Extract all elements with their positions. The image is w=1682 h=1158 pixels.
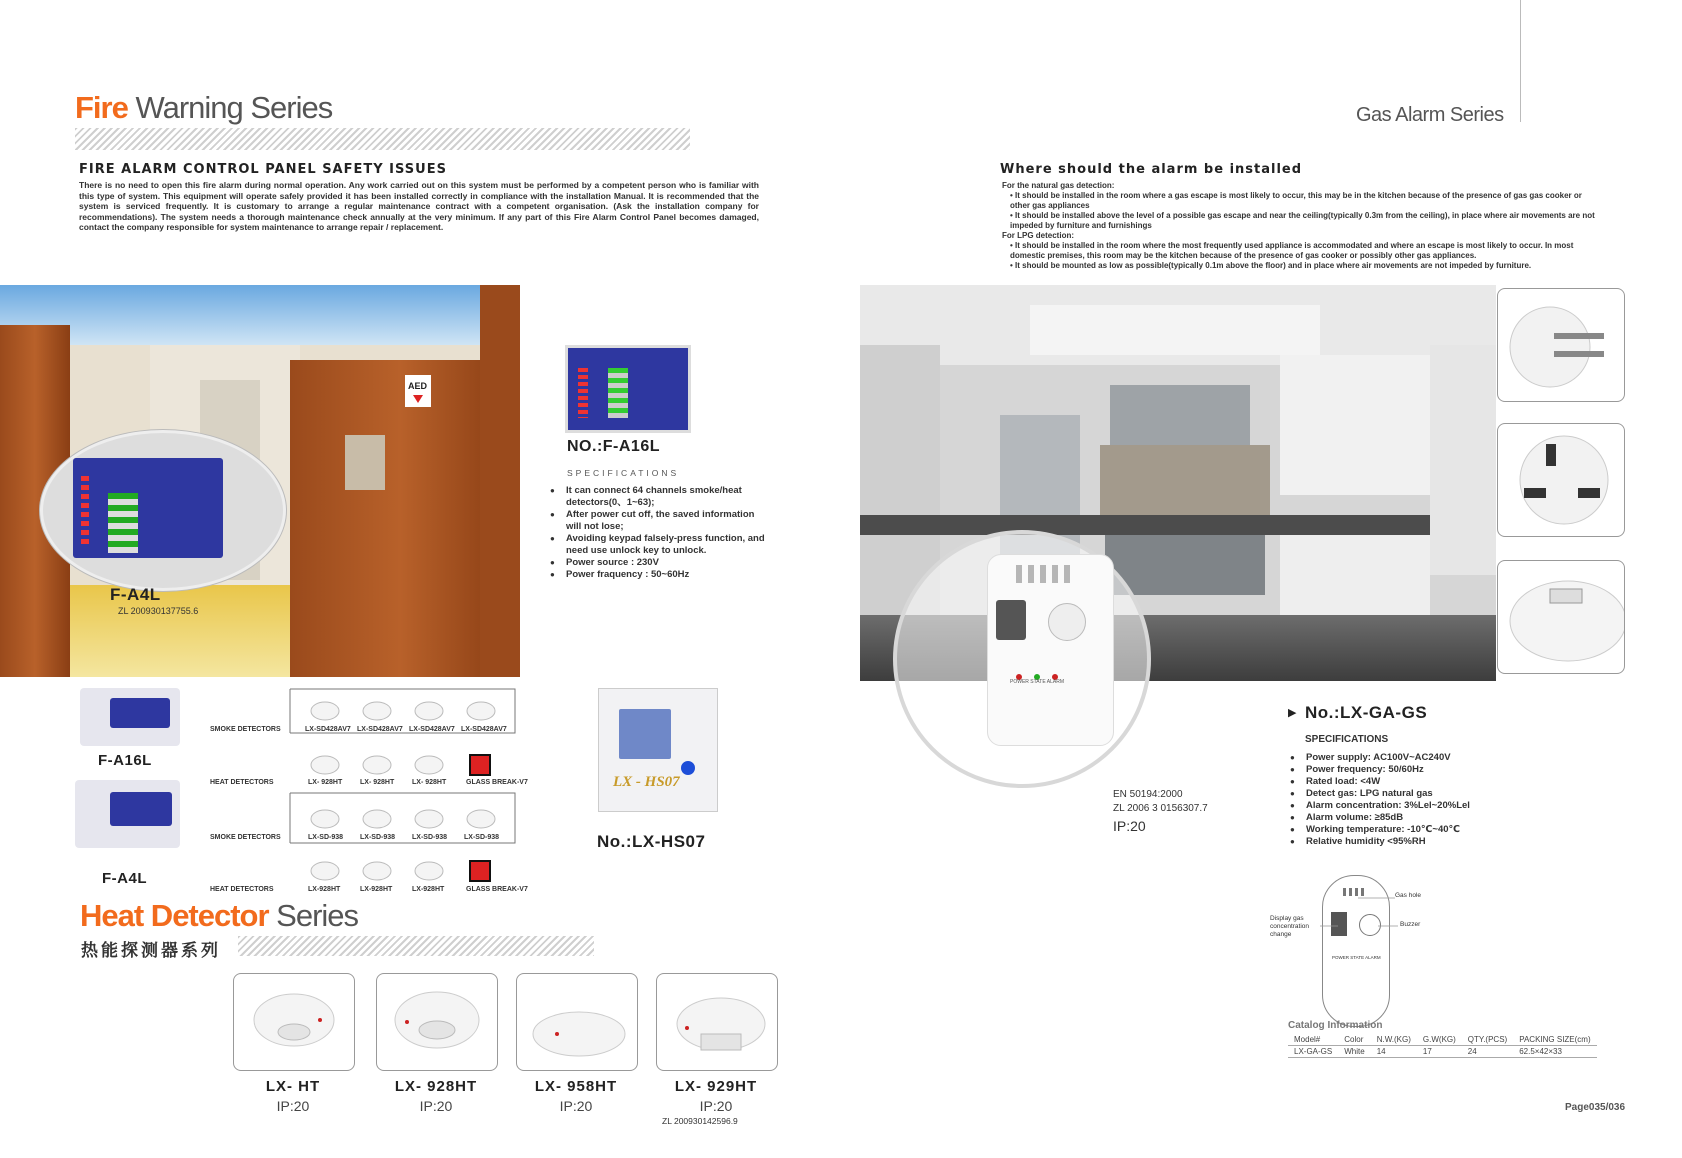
catalog-header-row xyxy=(1288,1034,1597,1046)
diagram-leader-lines xyxy=(1300,890,1410,940)
spec-item: ● After power cut off, the saved information will not lose; xyxy=(550,509,770,533)
panel-buttons xyxy=(608,368,628,418)
alarm-top-icon xyxy=(1498,561,1624,673)
catalog-cell: 62.5×42×33 xyxy=(1513,1046,1596,1058)
gas-spec-item: ● Alarm concentration: 3%Lel~20%Lel xyxy=(1290,800,1540,812)
panel-buttons xyxy=(108,493,138,553)
title-gray-part: Warning Series xyxy=(127,90,333,125)
title-orange-part: Fire xyxy=(75,90,128,125)
detector-card xyxy=(516,973,638,1071)
detector-model: LX- 958HT xyxy=(534,1078,618,1095)
catalog-header: QTY.(PCS) xyxy=(1462,1034,1513,1046)
display-window xyxy=(996,600,1026,640)
gas-spec-item: ● Power supply: AC100V~AC240V xyxy=(1290,752,1540,764)
label-display: Display gas concentration change xyxy=(1270,915,1310,938)
row-label-heat-2: HEAT DETECTORS xyxy=(210,886,274,893)
row-label-heat-1: HEAT DETECTORS xyxy=(210,779,274,786)
uk-plug-icon xyxy=(1498,424,1624,536)
heat-title-stripe xyxy=(238,936,594,956)
catalog-table xyxy=(1288,1034,1597,1058)
row3-label: LX-SD-938 xyxy=(464,834,500,841)
triangle-icon: ▶ xyxy=(1288,707,1297,719)
magnifier-bubble xyxy=(40,430,286,591)
spec-item: ● Avoiding keypad falsely-press function, and need use unlock key to unlock. xyxy=(550,533,770,557)
row2-label: LX- 928HT xyxy=(308,779,343,786)
catalog-cell: 14 xyxy=(1371,1046,1417,1058)
diagram-panel1-label: F-A16L xyxy=(98,752,152,769)
keypad xyxy=(619,709,671,759)
f-a16l-panel-image xyxy=(565,345,691,433)
heat-title-orange: Heat Detector xyxy=(80,898,269,933)
natural-gas-text: It should be installed above the level of a possible gas escape and near the ceiling(typically 0.3m from the ceiling), in place where air movements are not impeded by furniture and furnishings xyxy=(1010,211,1595,230)
catalog-cell: 17 xyxy=(1417,1046,1462,1058)
row2-label: GLASS BREAK-V7 xyxy=(466,779,528,786)
heat-chinese-title: 热能探测器系列 xyxy=(81,941,221,961)
row3-label: LX-SD-938 xyxy=(412,834,448,841)
wiring-lines xyxy=(285,683,525,893)
standard-zl: ZL 2006 3 0156307.7 xyxy=(1113,803,1208,814)
gas-ip: IP:20 xyxy=(1113,818,1146,834)
catalog-header: Color xyxy=(1338,1034,1370,1046)
detector-patent: ZL 200930142596.9 xyxy=(662,1116,738,1126)
heat-detector-icon xyxy=(234,974,354,1070)
install-instructions xyxy=(1002,181,1602,271)
catalog-cell: 24 xyxy=(1462,1046,1513,1058)
gas-spec-item: ● Detect gas: LPG natural gas xyxy=(1290,788,1540,800)
catalog-header: G.W(KG) xyxy=(1417,1034,1462,1046)
detector-ip: IP:20 xyxy=(559,1098,593,1114)
detector-ip: IP:20 xyxy=(276,1098,310,1114)
panel-face xyxy=(110,792,172,826)
plug-thumb xyxy=(1497,560,1625,674)
catalog-cell: White xyxy=(1338,1046,1370,1058)
gas-spec-item: ● Power frequency: 50/60Hz xyxy=(1290,764,1540,776)
detector-ip: IP:20 xyxy=(419,1098,453,1114)
catalog-header: PACKING SIZE(cm) xyxy=(1513,1034,1596,1046)
lpg-item: • It should be installed in the room where the most frequently used appliance is accommodated and where an escape is most likely to occur. In most domestic premises, this room may be the kitchen because of the presence of gas cooker or possibly other gas appliances. xyxy=(1010,241,1574,260)
row4-label: LX-928HT xyxy=(360,886,393,893)
euro-plug-icon xyxy=(1498,289,1624,401)
lpg-text: It should be installed in the room where the most frequently used appliance is accommodated and where an escape is most likely to occur. In most domestic premises, this room may be the kitchen because of the presence of gas cooker or possibly other gas appliances. xyxy=(1010,241,1574,260)
gas-spec-item: ● Alarm volume: ≥85dB xyxy=(1290,812,1540,824)
gas-model: No.:LX-GA-GS xyxy=(1305,703,1428,722)
detector-model: LX- HT xyxy=(265,1078,321,1095)
row3-label: LX-SD-938 xyxy=(308,834,344,841)
safety-heading: FIRE ALARM CONTROL PANEL SAFETY ISSUES xyxy=(79,162,447,177)
gas-alarm-bubble xyxy=(893,530,1151,788)
panel-face xyxy=(110,698,170,728)
photo-model-label: F-A4L xyxy=(110,585,161,604)
natural-gas-title: For the natural gas detection: xyxy=(1002,181,1115,190)
lx-hs07-image xyxy=(598,688,718,812)
diagram-f-a16l-image xyxy=(80,688,180,746)
panel-led-column xyxy=(578,368,588,418)
natural-gas-text: It should be installed in the room where a gas escape is most likely to occur, this may be in the kitchen because of the presence of gas gas cooker or other gas appliances xyxy=(1010,191,1582,210)
gas-spec-item: ● Rated load: <4W xyxy=(1290,776,1540,788)
spec-item: ● It can connect 64 channels smoke/heat detectors(0、1~63); xyxy=(550,485,770,509)
hs07-brand: LX - HS07 xyxy=(613,774,680,790)
detector-model: LX- 929HT xyxy=(674,1078,758,1095)
photo-patent: ZL 200930137755.6 xyxy=(118,606,199,616)
row2-label: LX- 928HT xyxy=(360,779,395,786)
row2-label: LX- 928HT xyxy=(412,779,447,786)
heat-detector-icon xyxy=(517,974,637,1070)
heat-title-gray: Series xyxy=(268,898,359,933)
detector-card xyxy=(656,973,778,1071)
buzzer-icon xyxy=(1048,603,1086,641)
spec-item: ● Power source : 230V xyxy=(550,557,770,569)
row1-label: LX-SD428AV7 xyxy=(357,726,403,733)
plug-thumb xyxy=(1497,288,1625,402)
heat-detector-icon xyxy=(377,974,497,1070)
catalog-title: Catalog Information xyxy=(1288,1020,1383,1031)
standard-en: EN 50194:2000 xyxy=(1113,789,1183,800)
diagram-panel2-label: F-A4L xyxy=(102,870,147,887)
row4-label: LX-928HT xyxy=(412,886,445,893)
panel-spec-title: SPECIFICATIONS xyxy=(567,468,680,478)
key-icon xyxy=(681,761,695,775)
safety-text: There is no need to open this fire alarm during normal operation. Any work carried out on this system must be performed by a competent person who is familiar with this type of system. This equipment will operate safely provided it has been installed correctly in compliance with the installation Manual. It is recommended that the system is serviced frequently. It is customary to arrange a regular maintenance contract with a competent organisation. (Ask the installation company for recommendations). The system needs a thorough maintenance check annually at the very minimum. If any part of this Fire Alarm Control Panel becomes damaged, contact the company responsible for system maintenance to arrange repair / replacement. xyxy=(79,180,759,232)
row-label-smoke-1: SMOKE DETECTORS xyxy=(210,726,281,733)
row3-label: LX-SD-938 xyxy=(360,834,396,841)
spec-item: ● Power fraquency : 50~60Hz xyxy=(550,569,770,581)
gas-spec-list xyxy=(1290,752,1540,848)
gas-series-title: Gas Alarm Series xyxy=(1356,104,1504,126)
lpg-item: • It should be mounted as low as possible(typically 0.1m above the floor) and in place where air movements are not impeded by furniture. xyxy=(1010,261,1532,270)
row-label-smoke-2: SMOKE DETECTORS xyxy=(210,834,281,841)
heat-detector-icon xyxy=(657,974,777,1070)
gas-spec-title: SPECIFICATIONS xyxy=(1305,734,1389,745)
lpg-title: For LPG detection: xyxy=(1002,231,1074,240)
gas-hole-grille xyxy=(1016,565,1076,583)
diagram-f-a4l-image xyxy=(75,780,180,848)
catalog-row xyxy=(1288,1046,1597,1058)
hs07-model: No.:LX-HS07 xyxy=(597,832,706,851)
gas-spec-item: ● Working temperature: -10℃~40℃ xyxy=(1290,824,1540,836)
row4-label: GLASS BREAK-V7 xyxy=(466,886,528,893)
catalog-header: Model# xyxy=(1288,1034,1338,1046)
where-heading: Where should the alarm be installed xyxy=(1000,162,1303,177)
fire-warning-title xyxy=(75,90,332,126)
row1-label: LX-SD428AV7 xyxy=(409,726,455,733)
title-stripe xyxy=(75,128,690,150)
lpg-text: It should be mounted as low as possible(typically 0.1m above the floor) and in place where air movements are not impeded by furniture. xyxy=(1015,261,1532,270)
row4-label: LX-928HT xyxy=(308,886,341,893)
panel-model: NO.:F-A16L xyxy=(567,438,660,455)
panel-spec-list xyxy=(550,485,770,581)
natural-gas-item: • It should be installed in the room where a gas escape is most likely to occur, this may be in the kitchen because of the presence of gas gas cooker or other gas appliances xyxy=(1010,191,1582,210)
label-gas-hole: Gas hole xyxy=(1395,892,1422,899)
aed-sign: AED xyxy=(408,381,428,391)
detector-ip: IP:20 xyxy=(699,1098,733,1114)
label-leds: POWER STATE ALARM xyxy=(1332,955,1381,960)
panel-led-column xyxy=(81,476,89,546)
f-a4l-panel-image xyxy=(73,458,223,558)
natural-gas-item: • It should be installed above the level of a possible gas escape and near the ceiling(typically 0.3m from the ceiling), in place where air movements are not impeded by furniture and furnishings xyxy=(1010,211,1595,230)
gas-alarm-device-image xyxy=(987,554,1114,746)
page-edge-line xyxy=(1520,0,1521,122)
label-buzzer: Buzzer xyxy=(1400,921,1421,928)
heat-detector-title xyxy=(80,898,358,934)
plug-thumb xyxy=(1497,423,1625,537)
detector-card xyxy=(376,973,498,1071)
catalog-header: N.W.(KG) xyxy=(1371,1034,1417,1046)
page-number: Page035/036 xyxy=(1565,1102,1626,1113)
row1-label: LX-SD428AV7 xyxy=(461,726,507,733)
row1-label: LX-SD428AV7 xyxy=(305,726,351,733)
gas-spec-item: ● Relative humidity <95%RH xyxy=(1290,836,1540,848)
detector-card xyxy=(233,973,355,1071)
detector-model: LX- 928HT xyxy=(394,1078,478,1095)
catalog-cell: LX-GA-GS xyxy=(1288,1046,1338,1058)
device-led-labels: POWER STATE ALARM xyxy=(1010,679,1064,685)
